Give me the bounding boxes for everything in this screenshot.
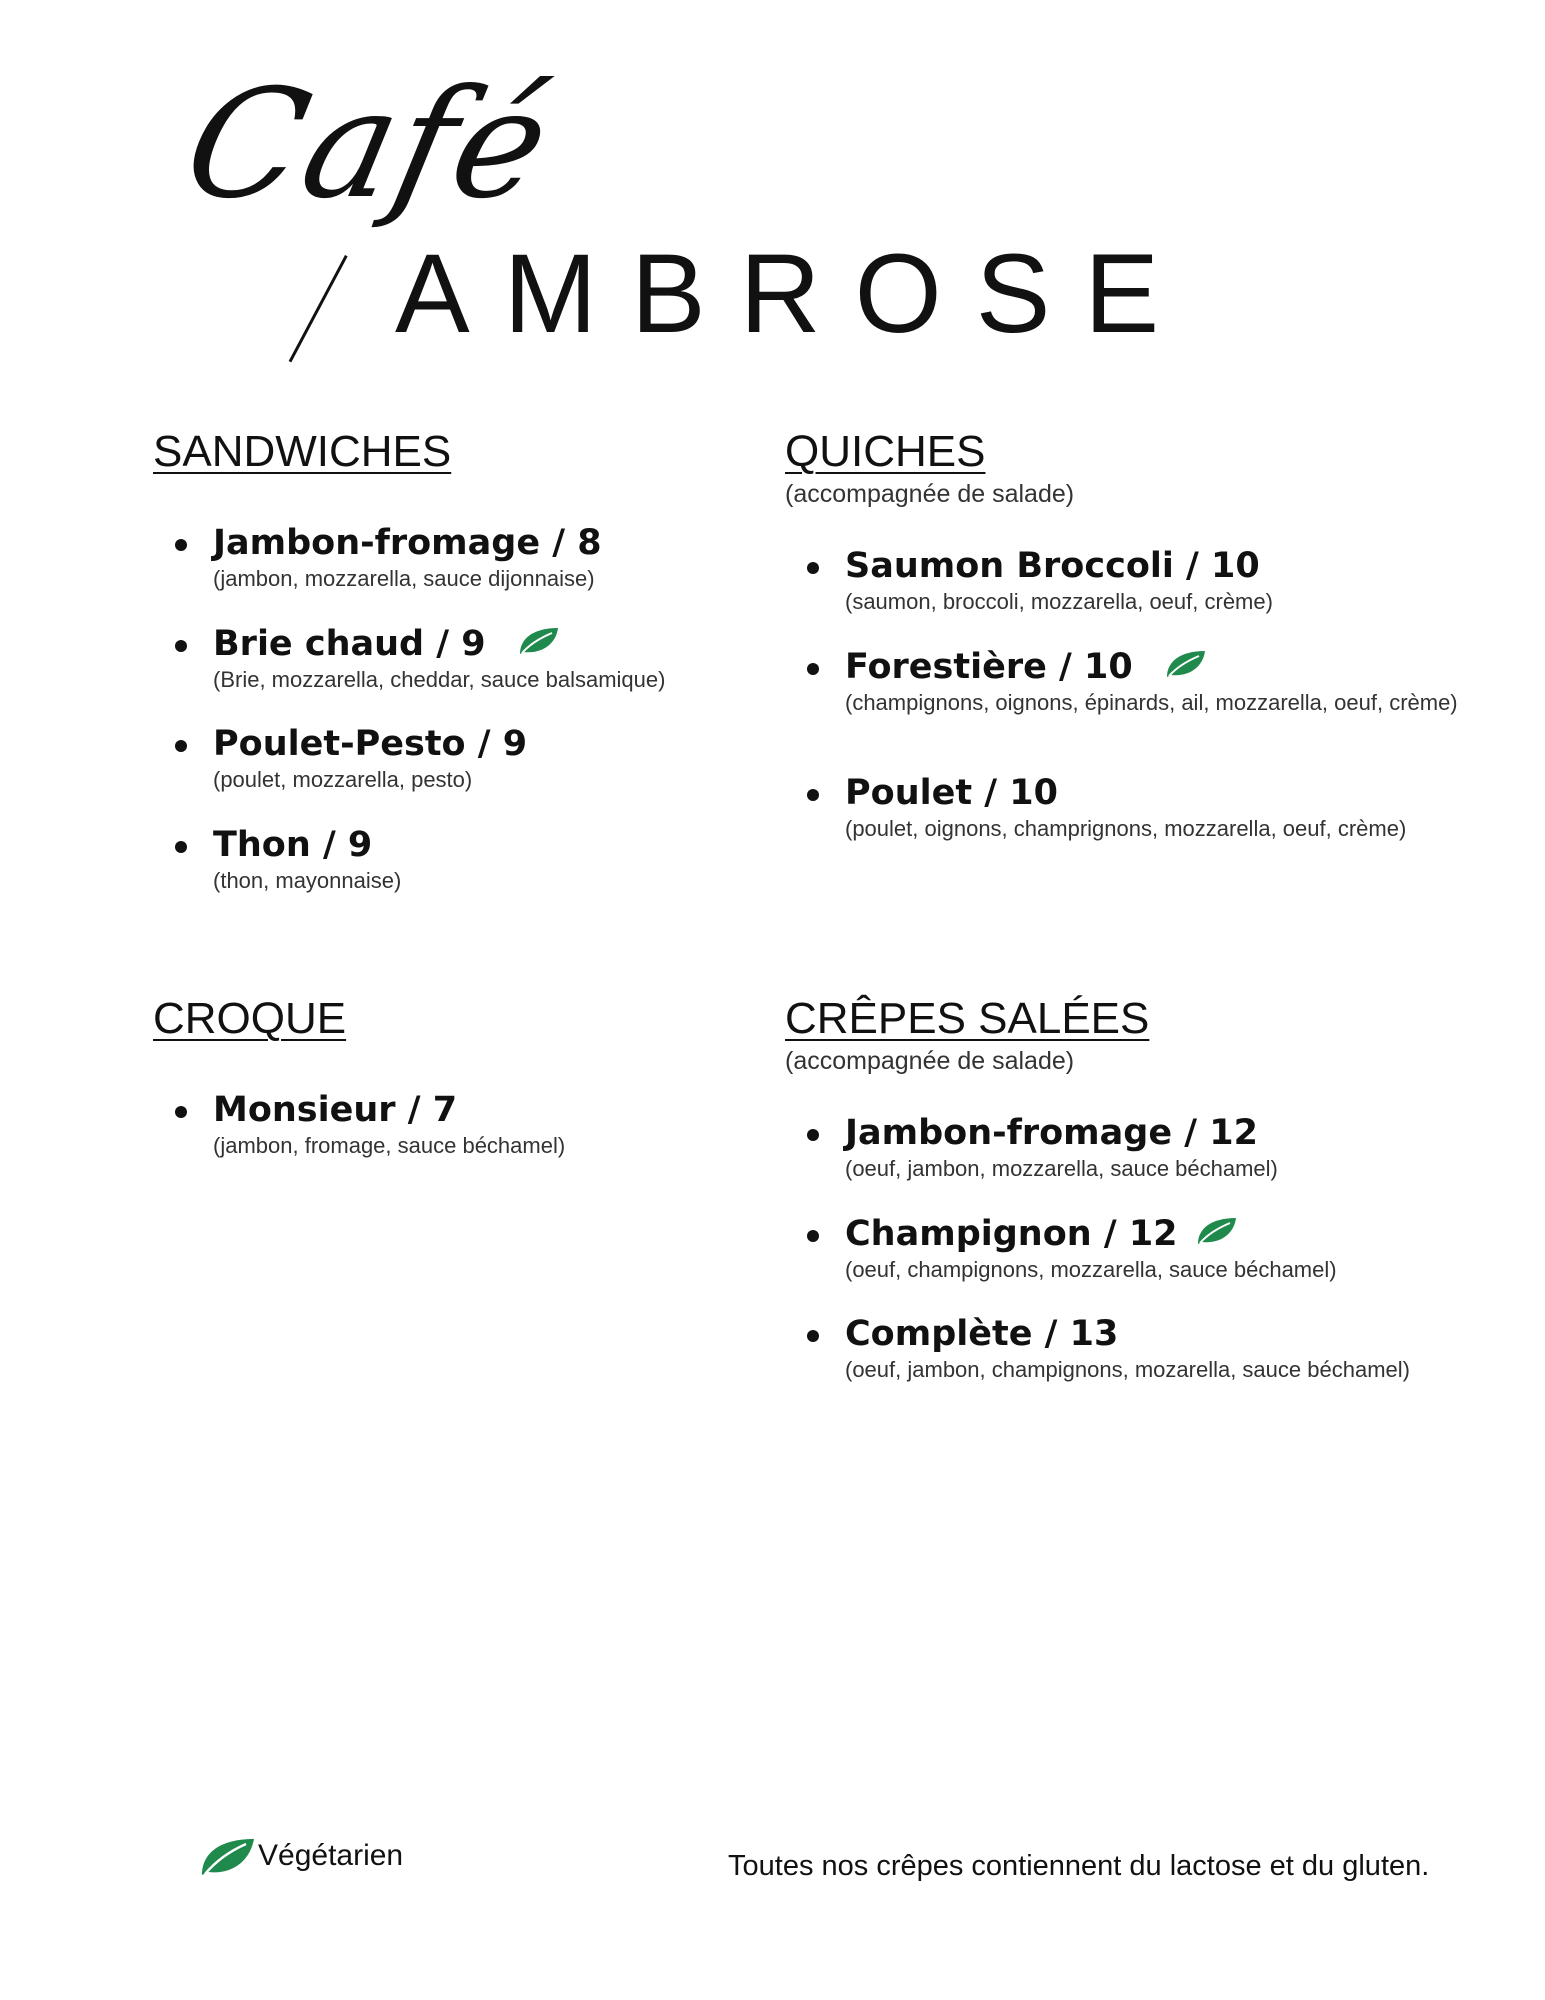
- item-desc: (jambon, fromage, sauce béchamel): [213, 1133, 566, 1159]
- bullet: [807, 1129, 819, 1141]
- leaf-icon: [1163, 649, 1207, 679]
- item-desc: (Brie, mozzarella, cheddar, sauce balsamique): [213, 666, 666, 692]
- section-title: SANDWICHES: [153, 427, 452, 476]
- item-name: Forestière / 10: [845, 646, 1525, 688]
- menu-item: [153, 723, 713, 793]
- item-name: Poulet-Pesto / 9: [213, 724, 528, 765]
- bullet: [175, 539, 187, 551]
- item-desc: (saumon, broccoli, mozzarella, oeuf, crème): [845, 589, 1273, 615]
- item-desc: (jambon, mozzarella, sauce dijonnaise): [213, 566, 595, 592]
- bullet: [807, 663, 819, 675]
- bullet: [175, 740, 187, 752]
- menu-item: [785, 1112, 1525, 1182]
- menu-item: [785, 1213, 1525, 1283]
- section-crepes: [785, 995, 1525, 1414]
- brand-slash: [289, 255, 348, 362]
- item-desc: (thon, mayonnaise): [213, 867, 402, 893]
- item-desc: (poulet, oignons, champrignons, mozzarella, oeuf, crème): [845, 816, 1407, 842]
- leaf-icon: [516, 626, 560, 656]
- item-name: Monsieur / 7: [213, 1090, 458, 1131]
- item-name: Complète / 13: [845, 1314, 1119, 1355]
- item-list: [785, 1112, 1525, 1383]
- menu-item: [785, 646, 1525, 716]
- item-name: Brie chaud / 9: [213, 623, 713, 665]
- item-desc: (champignons, oignons, épinards, ail, mozzarella, oeuf, crème): [845, 689, 1458, 715]
- section-title: CROQUE: [153, 994, 347, 1043]
- menu-item: [785, 545, 1525, 615]
- item-desc: (oeuf, champignons, mozzarella, sauce béchamel): [845, 1256, 1337, 1282]
- item-desc: (oeuf, jambon, mozzarella, sauce béchamel): [845, 1156, 1278, 1182]
- item-desc: (poulet, mozzarella, pesto): [213, 767, 473, 793]
- footnote: Toutes nos crêpes contiennent du lactose et du gluten.: [728, 1850, 1430, 1882]
- menu-item: [785, 1313, 1525, 1383]
- bullet: [807, 562, 819, 574]
- section-sandwiches: [153, 428, 713, 924]
- menu-item: [153, 623, 713, 693]
- menu-item: [785, 772, 1525, 842]
- leaf-icon: [1194, 1216, 1238, 1246]
- item-list: [153, 522, 713, 894]
- leaf-icon: [198, 1835, 256, 1877]
- menu-item: [153, 522, 713, 592]
- bullet: [175, 841, 187, 853]
- legend-label: Végétarien: [258, 1839, 404, 1872]
- item-name: Jambon-fromage / 12: [845, 1113, 1258, 1154]
- legend: [198, 1835, 403, 1877]
- bullet: [807, 789, 819, 801]
- brand-main: AMBROSE: [395, 231, 1194, 356]
- item-list: [153, 1089, 713, 1159]
- item-name: Jambon-fromage / 8: [213, 523, 602, 564]
- bullet: [807, 1230, 819, 1242]
- bullet: [175, 640, 187, 652]
- item-name: Poulet / 10: [845, 773, 1058, 814]
- section-subtitle: (accompagnée de salade): [785, 1047, 1075, 1076]
- menu-item: [153, 1089, 713, 1159]
- menu-item: [153, 824, 713, 894]
- item-name: Thon / 9: [213, 824, 373, 865]
- item-list: [785, 545, 1525, 842]
- bullet: [807, 1330, 819, 1342]
- section-title: CRÊPES SALÉES: [785, 994, 1150, 1043]
- brand-script: Café: [171, 58, 565, 232]
- section-subtitle: (accompagnée de salade): [785, 480, 1075, 509]
- section-croque: [153, 995, 713, 1190]
- section-title: QUICHES: [785, 427, 986, 476]
- bullet: [175, 1106, 187, 1118]
- item-desc: (oeuf, jambon, champignons, mozarella, sauce béchamel): [845, 1357, 1410, 1383]
- section-quiches: [785, 428, 1525, 873]
- item-name: Champignon / 12: [845, 1213, 1525, 1255]
- item-name: Saumon Broccoli / 10: [845, 546, 1260, 587]
